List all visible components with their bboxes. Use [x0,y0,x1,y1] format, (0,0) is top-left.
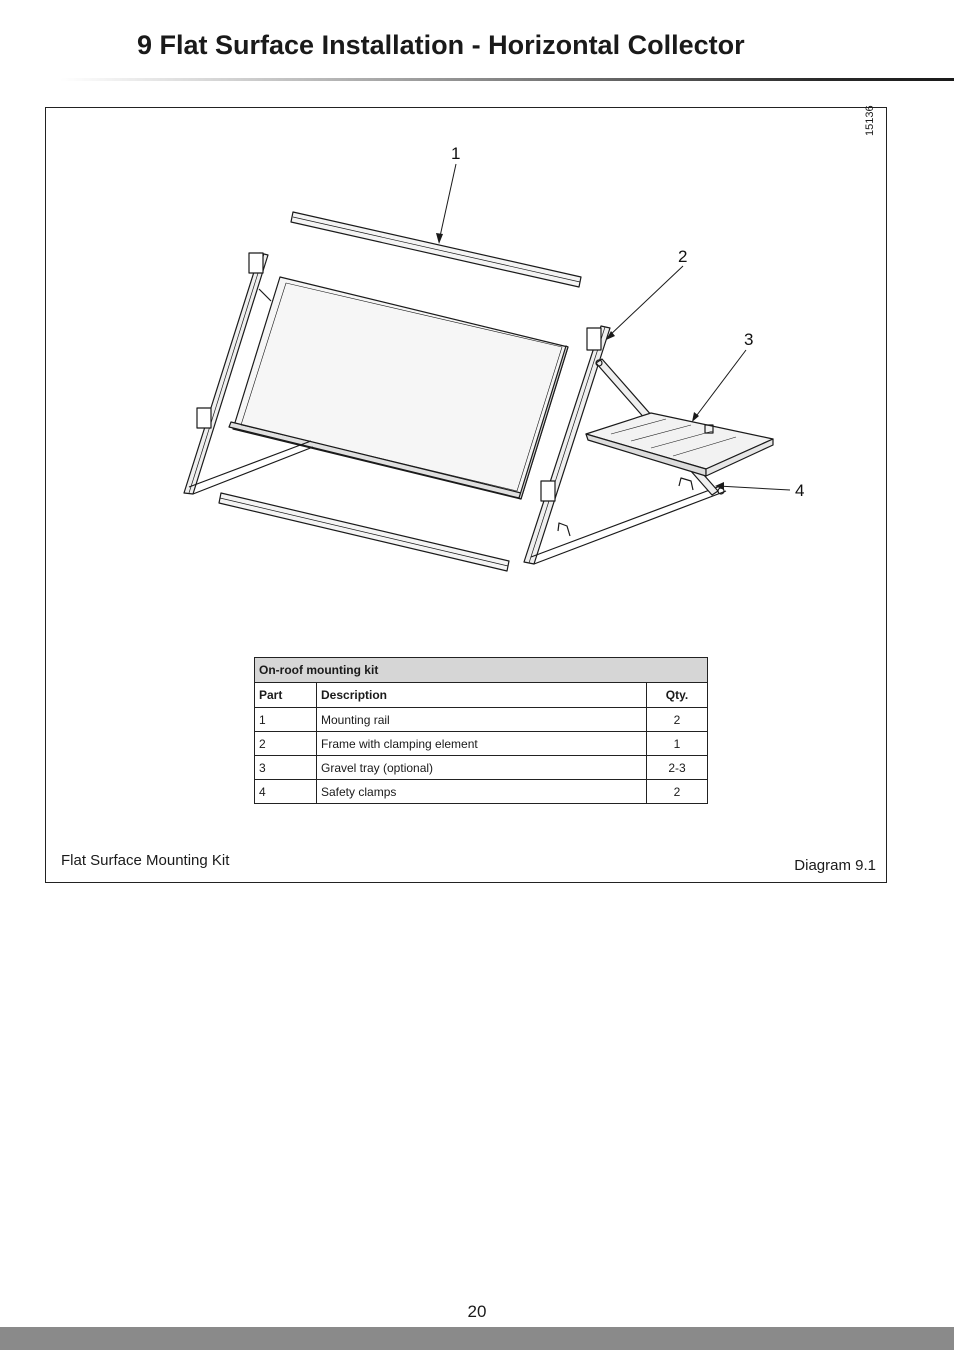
part-description: Gravel tray (optional) [317,756,647,780]
table-row [255,780,708,804]
title-rule [60,78,954,81]
mounting-kit-illustration [46,108,886,648]
part-number: 3 [255,756,317,780]
part-qty: 2 [647,708,708,732]
table-title: On-roof mounting kit [255,658,708,683]
diagram-frame [45,107,887,883]
part-description: Safety clamps [317,780,647,804]
safety-clamp [679,478,693,490]
table-row [255,708,708,732]
bottom-mounting-rail [219,493,509,571]
parts-table [254,657,708,804]
top-mounting-rail [291,212,581,287]
drawing-code: 15136 [864,105,876,136]
part-qty: 2 [647,780,708,804]
part-number: 1 [255,708,317,732]
part-number: 2 [255,732,317,756]
table-header-row [255,683,708,708]
callout-2: 2 [678,247,688,266]
callout-4: 4 [795,481,805,500]
figure-caption: Flat Surface Mounting Kit [61,852,230,869]
part-qty: 2-3 [647,756,708,780]
table-title-row [255,658,708,683]
column-header-description: Description [317,683,647,708]
callout-1: 1 [451,144,461,163]
column-header-part: Part [255,683,317,708]
part-qty: 1 [647,732,708,756]
column-header-qty: Qty. [647,683,708,708]
part-description: Mounting rail [317,708,647,732]
part-number: 4 [255,780,317,804]
table-row [255,732,708,756]
page-title: 9 Flat Surface Installation - Horizontal Collector [137,30,745,60]
gravel-tray [586,413,773,476]
table-row [255,756,708,780]
collector-panel [229,277,568,499]
part-description: Frame with clamping element [317,732,647,756]
callout-3: 3 [744,330,754,349]
page-number: 20 [467,1302,487,1321]
diagram-number: Diagram 9.1 [794,857,876,874]
footer-bar [0,1327,954,1350]
